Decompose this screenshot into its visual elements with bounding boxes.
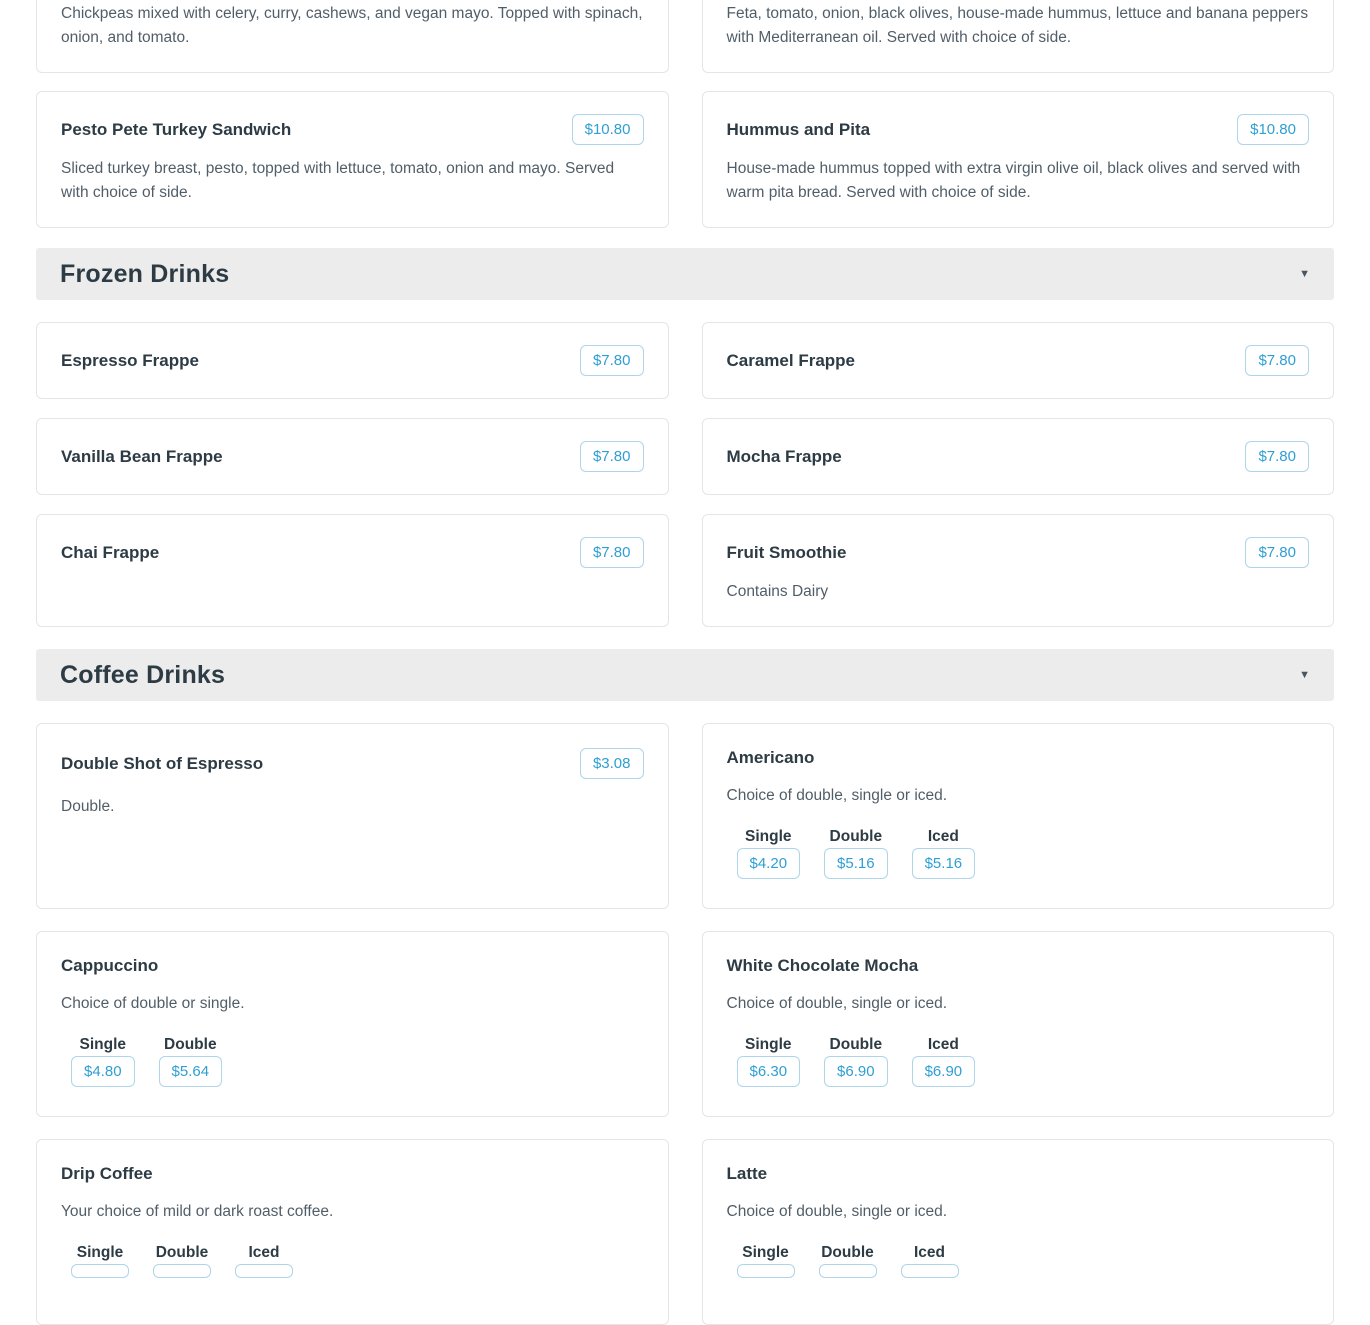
item-header xyxy=(61,537,644,568)
price-button[interactable]: $7.80 xyxy=(1245,537,1309,568)
price-button[interactable]: $7.80 xyxy=(580,441,644,472)
item-description: Choice of double, single or iced. xyxy=(726,787,948,804)
option-double xyxy=(819,1244,877,1278)
section-header-frozen-drinks[interactable] xyxy=(36,248,1334,300)
item-header xyxy=(61,345,644,376)
option-price-button[interactable] xyxy=(235,1264,293,1278)
price-button[interactable]: $7.80 xyxy=(1245,441,1309,472)
item-description: Your choice of mild or dark roast coffee. xyxy=(61,1203,334,1220)
menu-item-card-white-chocolate-mocha xyxy=(702,931,1335,1117)
menu-row-sandwiches xyxy=(36,91,1334,228)
option-price-button[interactable] xyxy=(71,1264,129,1278)
option-double xyxy=(153,1244,211,1278)
menu-item-card-cappuccino xyxy=(36,931,669,1117)
option-single xyxy=(737,828,801,879)
menu-item-card-pesto-pete-turkey-sandwich xyxy=(36,91,669,228)
item-description: Contains Dairy xyxy=(726,583,829,600)
option-single xyxy=(71,1244,129,1278)
item-name: Pesto Pete Turkey Sandwich xyxy=(61,119,292,139)
item-description: Choice of double, single or iced. xyxy=(726,1203,948,1220)
option-label: Single xyxy=(745,1036,792,1053)
option-price-button[interactable]: $6.90 xyxy=(824,1056,888,1087)
item-name: Americano xyxy=(726,748,815,767)
option-label: Single xyxy=(79,1036,127,1053)
item-name: Latte xyxy=(726,1164,768,1183)
item-name: White Chocolate Mocha xyxy=(726,956,919,975)
menu-item-card xyxy=(36,0,669,73)
item-header xyxy=(727,441,1310,472)
option-price-button[interactable] xyxy=(153,1264,211,1278)
menu-item-card xyxy=(702,0,1335,73)
item-description: House-made hummus topped with extra virgin olive oil, black olives and served with warm pita bread. Served with choice of side. xyxy=(726,160,1301,201)
section-items-coffee-drinks xyxy=(36,723,1334,1325)
price-button[interactable]: $7.80 xyxy=(580,537,644,568)
menu-row-partial xyxy=(36,0,1334,73)
item-description: Sliced turkey breast, pesto, topped with lettuce, tomato, onion and mayo. Served with choice of side. xyxy=(61,160,615,201)
price-button[interactable]: $10.80 xyxy=(572,114,644,145)
chevron-down-icon[interactable]: ▼ xyxy=(1299,668,1310,681)
chevron-down-icon[interactable]: ▼ xyxy=(1299,267,1310,280)
option-label: Iced xyxy=(913,1244,945,1261)
option-double xyxy=(159,1036,223,1087)
item-description: Choice of double or single. xyxy=(61,995,245,1012)
item-header xyxy=(61,1164,644,1184)
option-price-button[interactable]: $5.16 xyxy=(824,848,888,879)
menu-item-card-vanilla-bean-frappe xyxy=(36,418,669,495)
item-name: Caramel Frappe xyxy=(726,350,855,370)
option-label: Single xyxy=(76,1244,124,1261)
price-button[interactable]: $7.80 xyxy=(580,345,644,376)
option-single xyxy=(737,1244,795,1278)
option-double xyxy=(824,1036,888,1087)
item-options xyxy=(727,828,1310,879)
item-options xyxy=(61,1244,644,1278)
menu-item-card-drip-coffee xyxy=(36,1139,669,1325)
item-header xyxy=(61,114,644,145)
option-single xyxy=(71,1036,135,1087)
menu-item-card-latte xyxy=(702,1139,1335,1325)
item-name: Chai Frappe xyxy=(61,542,160,562)
menu-item-card-mocha-frappe xyxy=(702,418,1335,495)
item-header xyxy=(727,537,1310,568)
price-button[interactable]: $3.08 xyxy=(580,748,644,779)
option-price-button[interactable] xyxy=(819,1264,877,1278)
option-iced xyxy=(235,1244,293,1278)
item-name: Double Shot of Espresso xyxy=(61,753,264,773)
option-label: Single xyxy=(745,828,792,845)
menu-item-card-chai-frappe xyxy=(36,514,669,627)
item-header xyxy=(727,345,1310,376)
option-label: Double xyxy=(164,1036,217,1053)
option-price-button[interactable] xyxy=(901,1264,959,1278)
option-label: Double xyxy=(155,1244,209,1261)
menu-item-card-caramel-frappe xyxy=(702,322,1335,399)
option-label: Double xyxy=(829,1036,883,1053)
option-double xyxy=(824,828,888,879)
menu-item-card-double-shot-of-espresso xyxy=(36,723,669,909)
item-header xyxy=(727,748,1310,768)
option-iced xyxy=(901,1244,959,1278)
item-name: Hummus and Pita xyxy=(726,119,871,139)
item-description: Double. xyxy=(61,798,115,815)
option-single xyxy=(737,1036,801,1087)
item-header xyxy=(61,956,644,976)
option-price-button[interactable]: $4.80 xyxy=(71,1056,135,1087)
item-name: Fruit Smoothie xyxy=(726,542,847,562)
menu-item-card-espresso-frappe xyxy=(36,322,669,399)
item-description: Choice of double, single or iced. xyxy=(726,995,948,1012)
item-header xyxy=(727,956,1310,976)
item-options xyxy=(61,1036,644,1087)
section-title: Coffee Drinks xyxy=(60,660,226,689)
item-options xyxy=(727,1036,1310,1087)
item-name: Espresso Frappe xyxy=(61,350,199,370)
option-label: Iced xyxy=(927,828,959,845)
item-options xyxy=(727,1244,1310,1278)
item-header xyxy=(61,748,644,779)
option-price-button[interactable]: $5.64 xyxy=(159,1056,223,1087)
item-name: Mocha Frappe xyxy=(726,446,842,466)
section-title: Frozen Drinks xyxy=(60,259,230,288)
option-iced xyxy=(912,1036,976,1087)
menu-item-card-americano xyxy=(702,723,1335,909)
option-price-button[interactable]: $6.90 xyxy=(912,1056,976,1087)
item-header xyxy=(727,1164,1310,1184)
item-description: Chickpeas mixed with celery, curry, cashews, and vegan mayo. Topped with spinach, onion, and tomato. xyxy=(61,5,643,46)
price-button[interactable]: $7.80 xyxy=(1245,345,1309,376)
item-name: Drip Coffee xyxy=(61,1164,153,1183)
option-label: Single xyxy=(742,1244,789,1261)
section-header-coffee-drinks[interactable] xyxy=(36,649,1334,701)
option-price-button[interactable]: $4.20 xyxy=(737,848,801,879)
item-name: Cappuccino xyxy=(61,956,159,975)
option-price-button[interactable] xyxy=(737,1264,795,1278)
item-header xyxy=(61,441,644,472)
menu-item-card-fruit-smoothie xyxy=(702,514,1335,627)
option-price-button[interactable]: $5.16 xyxy=(912,848,976,879)
option-price-button[interactable]: $6.30 xyxy=(737,1056,801,1087)
option-label: Iced xyxy=(248,1244,280,1261)
price-button[interactable]: $10.80 xyxy=(1237,114,1309,145)
option-label: Double xyxy=(829,828,883,845)
option-iced xyxy=(912,828,976,879)
menu-item-card-hummus-and-pita xyxy=(702,91,1335,228)
option-label: Iced xyxy=(927,1036,959,1053)
section-items-frozen-drinks xyxy=(36,322,1334,627)
item-description: Feta, tomato, onion, black olives, house-made hummus, lettuce and banana peppers with Mediterranean oil. Served with choice of side. xyxy=(726,5,1309,46)
item-name: Vanilla Bean Frappe xyxy=(61,446,223,466)
option-label: Double xyxy=(821,1244,874,1261)
item-header xyxy=(727,114,1310,145)
